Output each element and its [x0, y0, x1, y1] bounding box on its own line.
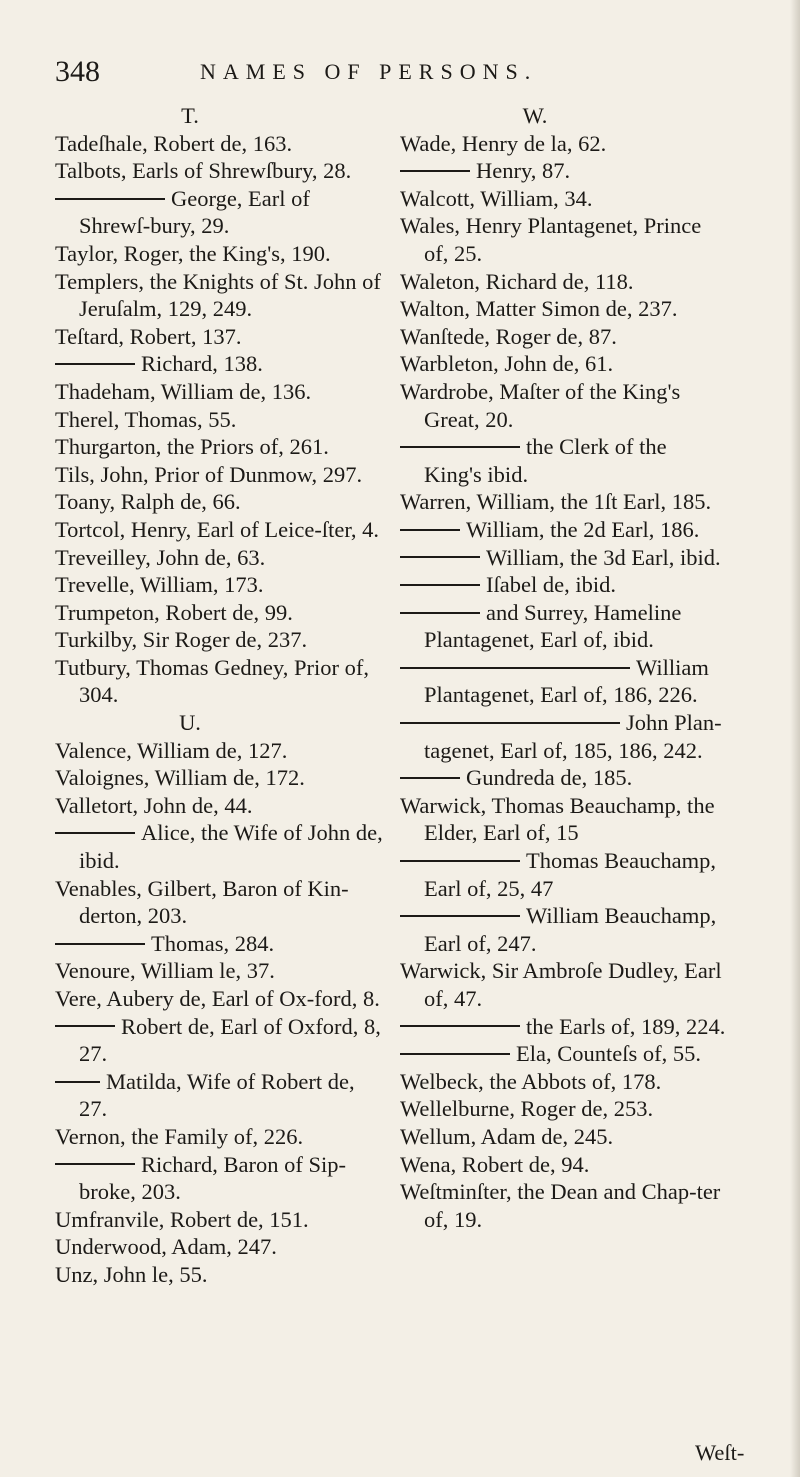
ditto-rule [400, 612, 480, 614]
index-entry [55, 1013, 385, 1068]
index-entry [55, 930, 385, 958]
index-entry [55, 764, 385, 792]
entry-text: Richard, Baron of Sip-broke, 203. [79, 1151, 346, 1205]
index-entry [400, 902, 730, 957]
index-entry [400, 1013, 730, 1041]
entry-text: Thomas, 284. [151, 930, 275, 956]
index-entry [400, 709, 730, 764]
entry-text: William, the 3d Earl, ibid. [486, 544, 721, 570]
entry-text: Warren, William, the 1ſt Earl, 185. [400, 489, 712, 515]
entry-text: Gundreda de, 185. [466, 765, 633, 791]
ditto-rule [400, 667, 630, 669]
index-entry [400, 792, 730, 847]
entry-text: Teſtard, Robert, 137. [55, 323, 242, 349]
index-entry [55, 1261, 385, 1289]
entry-text: Robert de, Earl of Oxford, 8, 27. [79, 1013, 381, 1067]
entry-text: Warwick, Sir Ambroſe Dudley, Earl of, 47. [400, 958, 722, 1011]
catchword: Weſt- [695, 1440, 745, 1465]
ditto-rule [400, 584, 480, 586]
right-column [400, 102, 730, 1233]
entry-text: Richard, 138. [141, 351, 263, 377]
index-entry [400, 350, 730, 378]
running-title: NAMES OF PERSONS. [200, 59, 538, 84]
index-entry [55, 433, 385, 461]
index-entry [400, 1040, 730, 1068]
entry-text: Wena, Robert de, 94. [400, 1151, 590, 1177]
ditto-rule [55, 832, 135, 834]
entry-text: Wade, Henry de la, 62. [400, 130, 607, 156]
ditto-rule [400, 722, 620, 724]
section-letter: W. [522, 103, 548, 128]
entry-text: Wales, Henry Plantagenet, Prince of, 25. [400, 213, 702, 266]
index-entry [400, 957, 730, 1012]
entry-text: Valletort, John de, 44. [55, 792, 253, 818]
index-entry [55, 1151, 385, 1206]
ditto-rule [400, 529, 460, 531]
entry-text: Thadeham, William de, 136. [55, 378, 312, 404]
entry-text: Weſtminſter, the Dean and Chap-ter of, 19. [400, 1179, 721, 1232]
index-entry [400, 295, 730, 323]
index-entry [55, 544, 385, 572]
entry-text: Treveilley, John de, 63. [55, 544, 266, 570]
index-entry [55, 571, 385, 599]
entry-text: Valence, William de, 127. [55, 737, 288, 763]
entry-text: the Earls of, 189, 224. [526, 1013, 726, 1039]
entry-text: Welbeck, the Abbots of, 178. [400, 1068, 662, 1094]
entry-text: Wardrobe, Maſter of the King's Great, 20. [400, 378, 681, 432]
index-entry [400, 516, 730, 544]
entry-text: Wellelburne, Roger de, 253. [400, 1096, 654, 1122]
index-entry [55, 1123, 385, 1151]
index-entry [55, 875, 385, 930]
index-entry [55, 240, 385, 268]
ditto-rule [400, 915, 520, 917]
index-entry [55, 792, 385, 820]
entry-text: Thurgarton, the Priors of, 261. [55, 434, 329, 460]
index-entry [55, 350, 385, 378]
ditto-rule [400, 170, 470, 172]
ditto-rule [55, 198, 165, 200]
index-entry [55, 819, 385, 874]
ditto-rule [55, 1163, 135, 1165]
entry-text: Unz, John le, 55. [55, 1261, 208, 1287]
entry-text: Warwick, Thomas Beauchamp, the Elder, Earl of, 15 [400, 792, 715, 846]
entry-text: Trevelle, William, 173. [55, 572, 264, 598]
index-entry [400, 544, 730, 572]
entry-text: William Beauchamp, Earl of, 247. [424, 903, 717, 956]
index-entry [55, 488, 385, 516]
entry-text: Toany, Ralph de, 66. [55, 489, 241, 515]
index-entry [400, 130, 730, 158]
index-entry [55, 406, 385, 434]
entry-text: Wellum, Adam de, 245. [400, 1123, 614, 1149]
entry-text: Venoure, William le, 37. [55, 958, 275, 984]
entry-text: Talbots, Earls of Shrewſbury, 28. [55, 158, 352, 184]
entry-text: Vernon, the Family of, 226. [55, 1123, 304, 1149]
entry-text: Venables, Gilbert, Baron of Kin-derton, 203. [55, 875, 349, 929]
entry-text: Wanſtede, Roger de, 87. [400, 323, 617, 349]
index-entry [400, 1068, 730, 1096]
index-entry [400, 571, 730, 599]
index-entry [400, 157, 730, 185]
ditto-rule [400, 446, 520, 448]
index-entry [55, 1233, 385, 1261]
ditto-rule [400, 1025, 520, 1027]
entry-text: Templers, the Knights of St. John of Jeruſalm, 129, 249. [55, 268, 381, 322]
entry-text: Trumpeton, Robert de, 99. [55, 599, 293, 625]
ditto-rule [55, 943, 145, 945]
entry-text: William, the 2d Earl, 186. [466, 516, 700, 542]
index-entry [400, 323, 730, 351]
index-entry [55, 323, 385, 351]
index-entry [55, 185, 385, 240]
index-entry [55, 157, 385, 185]
page-number: 348 [55, 55, 100, 88]
index-entry [400, 847, 730, 902]
entry-text: Waleton, Richard de, 118. [400, 268, 634, 294]
section-letter: U. [179, 710, 201, 736]
ditto-rule [400, 1053, 510, 1055]
entry-text: Warbleton, John de, 61. [400, 351, 614, 377]
entry-text: Underwood, Adam, 247. [55, 1234, 277, 1260]
index-entry [55, 957, 385, 985]
index-entry [400, 1178, 730, 1233]
page-edge-shadow [790, 0, 800, 1477]
index-entry [55, 268, 385, 323]
entry-text: Tadeſhale, Robert de, 163. [55, 130, 293, 156]
ditto-rule [400, 860, 520, 862]
entry-text: Vere, Aubery de, Earl of Ox-ford, 8. [55, 986, 380, 1011]
left-column [55, 102, 385, 1289]
entry-text: Thomas Beauchamp, Earl of, 25, 47 [424, 848, 716, 901]
index-entry [400, 212, 730, 267]
index-entry [55, 461, 385, 489]
entry-text: Therel, Thomas, 55. [55, 406, 237, 432]
ditto-rule [400, 777, 460, 779]
index-entry [55, 378, 385, 406]
entry-text: Tils, John, Prior of Dunmow, 297. [55, 461, 363, 487]
ditto-rule [55, 1025, 115, 1027]
ditto-rule [55, 363, 135, 365]
entry-text: Umfranvile, Robert de, 151. [55, 1206, 309, 1232]
index-entry [55, 1068, 385, 1123]
index-entry [400, 654, 730, 709]
entry-text: Walton, Matter Simon de, 237. [400, 296, 678, 322]
entry-text: Tutbury, Thomas Gedney, Prior of, 304. [55, 654, 369, 708]
index-entry [55, 599, 385, 627]
entry-text: Alice, the Wife of John de, ibid. [79, 820, 383, 874]
entry-text: Ela, Counteſs of, 55. [516, 1041, 701, 1067]
index-entry [400, 185, 730, 213]
entry-text: George, Earl of Shrewſ-bury, 29. [79, 185, 310, 239]
index-entry [55, 985, 385, 1013]
index-entry [400, 1095, 730, 1123]
index-entry [400, 268, 730, 296]
index-entry [400, 378, 730, 433]
entry-text: and Surrey, Hameline Plantagenet, Earl of, ibid. [424, 599, 682, 653]
entry-text: Tortcol, Henry, Earl of Leice-ſter, 4. [55, 516, 380, 542]
ditto-rule [55, 1081, 100, 1083]
index-entry [400, 433, 730, 488]
index-entry [400, 488, 730, 516]
index-entry [55, 1206, 385, 1234]
entry-text: William Plantagenet, Earl of, 186, 226. [424, 654, 709, 708]
index-entry [55, 516, 385, 544]
ditto-rule [400, 556, 480, 558]
page-header [55, 52, 745, 92]
index-entry [55, 654, 385, 709]
section-letter: T. [181, 103, 199, 128]
index-entry [55, 626, 385, 654]
entry-text: Valoignes, William de, 172. [55, 765, 305, 791]
index-entry [55, 737, 385, 765]
entry-text: Walcott, William, 34. [400, 185, 593, 211]
index-entry [400, 1123, 730, 1151]
entry-text: Iſabel de, ibid. [486, 572, 616, 598]
entry-text: Matilda, Wife of Robert de, 27. [79, 1068, 355, 1122]
index-entry [400, 764, 730, 792]
index-entry [400, 599, 730, 654]
index-entry [55, 130, 385, 158]
entry-text: John Plan-tagenet, Earl of, 185, 186, 242. [424, 710, 722, 763]
entry-text: Taylor, Roger, the King's, 190. [55, 240, 331, 266]
entry-text: Turkilby, Sir Roger de, 237. [55, 627, 308, 653]
index-entry [400, 1151, 730, 1179]
entry-text: the Clerk of the King's ibid. [424, 434, 667, 487]
entry-text: Henry, 87. [476, 158, 571, 184]
